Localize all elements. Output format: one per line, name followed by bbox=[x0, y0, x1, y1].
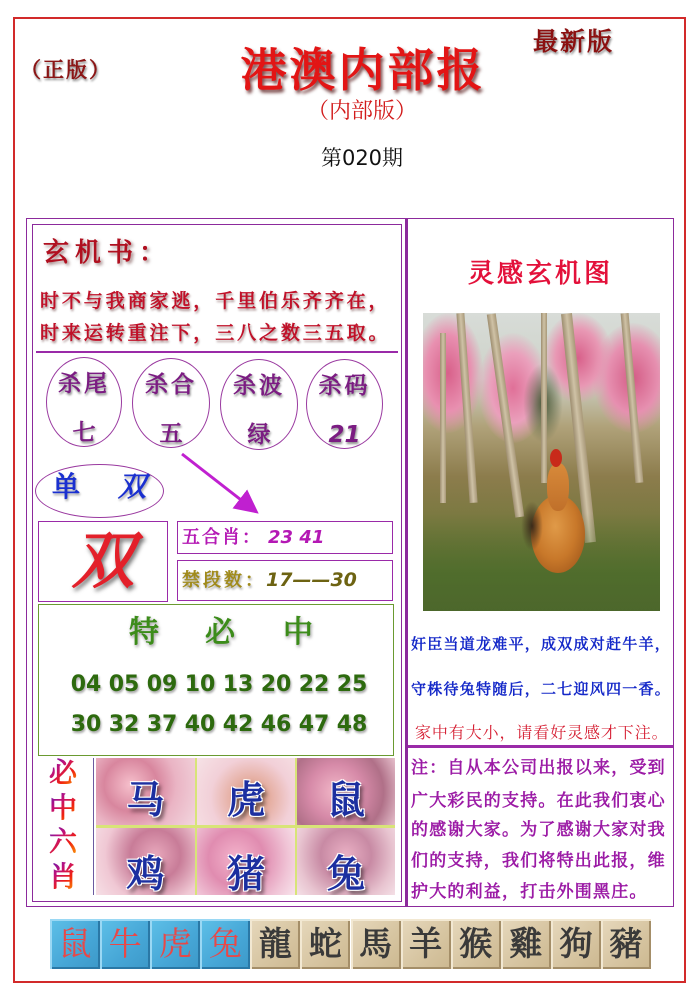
special-number: 09 bbox=[146, 672, 178, 697]
note-line: 们的支持，我们将特出此报，维 bbox=[411, 851, 666, 871]
zodiac-cell bbox=[297, 758, 395, 825]
special-number: 47 bbox=[298, 712, 330, 737]
mystery-book-line: 时来运转重注下，三八之数三五取。 bbox=[40, 322, 391, 344]
special-heading-char: 必 bbox=[205, 615, 235, 650]
zodiac-cell bbox=[96, 758, 195, 825]
special-numbers-box bbox=[38, 604, 394, 756]
kill-wave-oval bbox=[220, 359, 298, 450]
five-combo-value: 23 41 bbox=[268, 527, 325, 548]
pointer-arrow-icon bbox=[170, 445, 270, 525]
latest-edition-label: 最新版 bbox=[533, 27, 615, 56]
special-heading-char: 特 bbox=[129, 615, 159, 650]
banned-range-row bbox=[182, 569, 357, 592]
odd-label: 单 bbox=[52, 470, 81, 503]
special-number: 30 bbox=[70, 712, 102, 737]
kill-number-value: 21 bbox=[328, 422, 361, 448]
kill-wave-label: 杀波 bbox=[233, 373, 285, 399]
zodiac-tile-dragon: 龍 bbox=[250, 919, 300, 969]
internal-edition-subtitle: （内部版） bbox=[306, 99, 417, 124]
rooster-tail bbox=[521, 501, 543, 551]
banned-range-value: 17——30 bbox=[266, 569, 357, 591]
special-number: 48 bbox=[336, 712, 368, 737]
zodiac-tile-goat: 羊 bbox=[401, 919, 451, 969]
zodiac-animal: 鸡 bbox=[126, 852, 165, 895]
zodiac-tile-rabbit: 兔 bbox=[200, 919, 250, 969]
kill-tail-value: 七 bbox=[72, 420, 96, 446]
authentic-edition-label: （正版） bbox=[20, 58, 112, 82]
panel-divider bbox=[405, 218, 408, 907]
rooster-in-orchard-photo bbox=[423, 313, 660, 611]
zodiac-tile-rooster: 雞 bbox=[501, 919, 551, 969]
zodiac-cell bbox=[197, 758, 295, 825]
mystery-book-line: 时不与我商家逃，千里伯乐齐齐在， bbox=[40, 290, 391, 312]
six-zodiac-label-char: 必 bbox=[46, 756, 80, 791]
kill-number-oval bbox=[306, 359, 383, 449]
special-number: 13 bbox=[222, 672, 254, 697]
zodiac-tile-pig: 豬 bbox=[601, 919, 651, 969]
kill-tail-oval bbox=[46, 357, 122, 447]
six-zodiac-label-char: 肖 bbox=[46, 860, 80, 895]
blossom-cluster bbox=[423, 313, 483, 433]
special-numbers-row bbox=[67, 673, 371, 697]
inspiration-poem-line: 奸臣当道龙难平，成双成对赶牛羊， bbox=[411, 635, 672, 653]
five-combo-box bbox=[177, 521, 393, 554]
six-zodiac-grid bbox=[96, 758, 395, 895]
mystery-book-heading: 玄机书： bbox=[43, 238, 172, 268]
zodiac-animal: 猪 bbox=[226, 852, 265, 895]
special-number: 46 bbox=[260, 712, 292, 737]
zodiac-tile-monkey: 猴 bbox=[451, 919, 501, 969]
kill-combo-value: 五 bbox=[159, 421, 183, 447]
zodiac-cell bbox=[197, 828, 295, 895]
rooster-neck bbox=[547, 463, 569, 511]
kill-number-label: 杀码 bbox=[318, 373, 371, 399]
six-zodiac-label-char: 中 bbox=[46, 791, 80, 826]
zodiac-tile-horse: 馬 bbox=[351, 919, 401, 969]
special-numbers-row bbox=[67, 713, 371, 737]
special-number: 25 bbox=[336, 672, 368, 697]
zodiac-tile-bar bbox=[50, 919, 651, 969]
zodiac-tile-rat: 鼠 bbox=[50, 919, 100, 969]
tree-trunk bbox=[541, 313, 547, 483]
five-combo-row bbox=[182, 527, 324, 549]
six-zodiac-label bbox=[46, 756, 80, 894]
note-line: 护大的利益，打击外围黑庄。 bbox=[411, 882, 648, 902]
betting-advice: 家中有大小，请看好灵感才下注。 bbox=[415, 723, 669, 742]
even-label: 双 bbox=[118, 470, 147, 503]
special-number: 37 bbox=[146, 712, 178, 737]
right-panel-divider bbox=[408, 745, 673, 748]
note-line: 广大彩民的支持。在此我们衷心 bbox=[411, 791, 666, 811]
special-number: 05 bbox=[108, 672, 140, 697]
note-line: 注：自从本公司出报以来，受到 bbox=[411, 758, 666, 778]
special-number: 42 bbox=[222, 712, 254, 737]
tree-trunk bbox=[440, 333, 446, 503]
note-line: 的感谢大家。为了感谢大家对我 bbox=[411, 820, 666, 840]
zodiac-animal: 马 bbox=[126, 778, 165, 822]
six-zodiac-separator bbox=[93, 758, 94, 895]
zodiac-tile-ox: 牛 bbox=[100, 919, 150, 969]
special-number: 20 bbox=[260, 672, 292, 697]
mystery-book-divider bbox=[36, 351, 398, 353]
special-number: 10 bbox=[184, 672, 216, 697]
special-number: 32 bbox=[108, 712, 140, 737]
special-number: 22 bbox=[298, 672, 330, 697]
zodiac-animal: 虎 bbox=[226, 778, 265, 822]
rooster-comb bbox=[550, 449, 562, 467]
zodiac-tile-tiger: 虎 bbox=[150, 919, 200, 969]
zodiac-animal: 鼠 bbox=[326, 778, 365, 822]
highlight-box bbox=[38, 521, 168, 602]
zodiac-tile-snake: 蛇 bbox=[300, 919, 350, 969]
zodiac-animal: 兔 bbox=[326, 852, 365, 895]
zodiac-tile-dog: 狗 bbox=[551, 919, 601, 969]
five-combo-label: 五合肖： bbox=[182, 527, 262, 548]
kill-combo-oval bbox=[132, 358, 210, 448]
six-zodiac-label-char: 六 bbox=[46, 825, 80, 860]
kill-wave-value: 绿 bbox=[247, 422, 271, 448]
inspiration-heading: 灵感玄机图 bbox=[467, 259, 613, 289]
banned-range-box bbox=[177, 560, 393, 601]
zodiac-cell bbox=[297, 828, 395, 895]
issue-number: 第020期 bbox=[320, 146, 404, 170]
special-number: 40 bbox=[184, 712, 216, 737]
special-number: 04 bbox=[70, 672, 102, 697]
zodiac-cell bbox=[96, 828, 195, 895]
kill-tail-label: 杀尾 bbox=[58, 371, 110, 397]
special-heading-char: 中 bbox=[283, 615, 313, 650]
kill-combo-label: 杀合 bbox=[145, 372, 197, 398]
inspiration-poem-line: 守株待兔特随后，二七迎风四一香。 bbox=[411, 680, 672, 698]
highlight-even-text: 双 bbox=[71, 524, 134, 597]
page-title: 港澳内部报 bbox=[240, 43, 486, 97]
banned-range-label: 禁段数： bbox=[182, 570, 266, 591]
